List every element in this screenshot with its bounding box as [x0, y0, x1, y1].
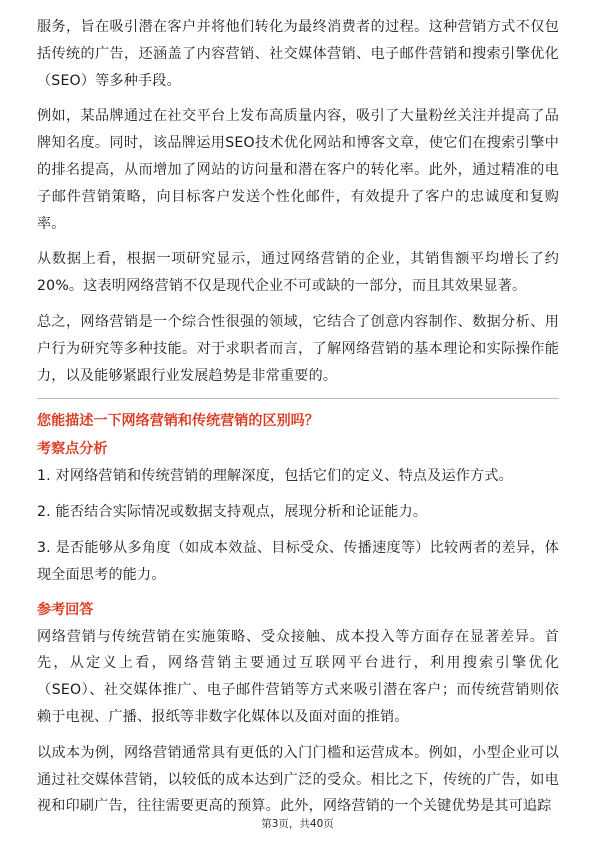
analysis-item: 3. 是否能够从多角度（如成本效益、目标受众、传播速度等）比较两者的差异，体现全面思考的能力。	[37, 539, 559, 583]
analysis-heading: 考察点分析	[37, 441, 108, 458]
body-paragraph: 服务，旨在吸引潜在客户并将他们转化为最终消费者的过程。这种营销方式不仅包括传统的广告，还涵盖了内容营销、社交媒体营销、电子邮件营销和搜索引擎优化（SEO）等多种手段。	[37, 19, 559, 89]
question-title: 您能描述一下网络营销和传统营销的区别吗？	[37, 413, 319, 430]
analysis-item: 2. 能否结合实际情况或数据支持观点，展现分析和论证能力。	[37, 504, 428, 521]
section-divider	[37, 398, 559, 399]
page-footer: 第3页，共40页	[261, 818, 334, 830]
answer-heading: 参考回答	[37, 601, 94, 618]
body-paragraph: 从数据上看，根据一项研究显示，通过网络营销的企业，其销售额平均增长了约20%。这表明网络营销不仅是现代企业不可或缺的一部分，而且其效果显著。	[37, 251, 559, 295]
answer-paragraph: 以成本为例，网络营销通常具有更低的入门门槛和运营成本。例如，小型企业可以通过社交媒体营销，以较低的成本达到广泛的受众。相比之下，传统的广告，如电视和印刷广告，往往需要更高的预算。此外，网络营销的一个关键优势是其可追踪	[37, 744, 559, 815]
document-page	[37, 14, 559, 829]
analysis-item: 1. 对网络营销和传统营销的理解深度，包括它们的定义、特点及运作方式。	[37, 468, 513, 485]
body-paragraph: 例如，某品牌通过在社交平台上发布高质量内容，吸引了大量粉丝关注并提高了品牌知名度。同时，该品牌运用SEO技术优化网站和博客文章，使它们在搜索引擎中的排名提高，从而增加了网站的访问量和潜在客户的转化率。此外，通过精准的电子邮件营销策略，向目标客户发送个性化邮件，有效提升了客户的忠诚度和复购率。	[37, 108, 559, 232]
answer-paragraph: 网络营销与传统营销在实施策略、受众接触、成本投入等方面存在显著差异。首先，从定义上看，网络营销主要通过互联网平台进行，利用搜索引擎优化（SEO）、社交媒体推广、电子邮件营销等方式来吸引潜在客户；而传统营销则依赖于电视、广播、报纸等非数字化媒体以及面对面的推销。	[37, 628, 559, 725]
body-paragraph: 总之，网络营销是一个综合性很强的领域，它结合了创意内容制作、数据分析、用户行为研究等多种技能。对于求职者而言，了解网络营销的基本理论和实际操作能力，以及能够紧跟行业发展趋势是非常重要的。	[37, 313, 559, 384]
